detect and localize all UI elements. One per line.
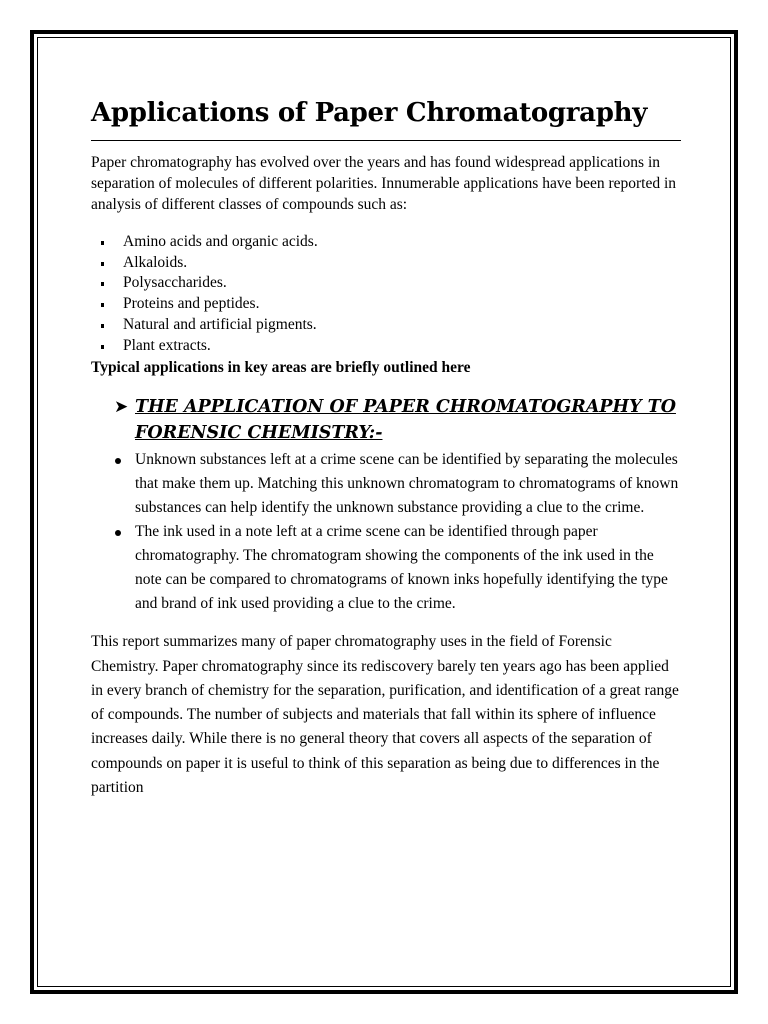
list-item	[91, 520, 681, 616]
list-item	[91, 232, 681, 253]
list-item-text: Amino acids and organic acids.	[123, 233, 318, 250]
list-item	[91, 448, 681, 520]
list-item	[91, 294, 681, 315]
list-item-text: Unknown substances left at a crime scene can be identified by separating the molecules that make them up. Matching this unknown chromatogram to chromatograms of known substances can help identify the unknown substance providing a clue to the crime.	[135, 451, 679, 517]
dot-bullet-icon	[115, 530, 121, 536]
list-item	[91, 315, 681, 336]
square-bullet-icon	[101, 303, 104, 307]
list-item-text: Polysaccharides.	[123, 274, 227, 292]
arrow-bullet-icon: ➤	[114, 397, 129, 418]
title-divider	[91, 140, 681, 141]
list-item	[91, 336, 681, 357]
outro-paragraph: This report summarizes many of paper chromatography uses in the field of Forensic Chemistry. Paper chromatography since its rediscovery barely ten years ago has been applied in every branch of chemistry for the separation, purification, and identification of a great range of compounds. The number of subjects and materials that fall within its sphere of influence increases daily. While there is no general theory that covers all aspects of the separation of compounds on paper it is useful to think of this separation as being due to differences in the partition	[91, 633, 679, 796]
document-body	[91, 92, 681, 800]
forensic-section-heading	[91, 394, 681, 446]
list-item-text: Alkaloids.	[123, 253, 188, 271]
key-areas-line: Typical applications in key areas are briefly outlined here	[91, 359, 471, 377]
list-item	[91, 253, 681, 274]
compound-class-list	[91, 232, 681, 356]
list-item-text: Proteins and peptides.	[123, 295, 260, 313]
square-bullet-icon	[101, 262, 104, 266]
square-bullet-icon	[101, 282, 104, 286]
section-heading-text: THE APPLICATION OF PAPER CHROMATOGRAPHY TO FORENSIC CHEMISTRY:-	[135, 397, 676, 444]
forensic-points-list	[91, 448, 681, 616]
list-item-text: Natural and artificial pigments.	[123, 315, 317, 333]
intro-paragraph: Paper chromatography has evolved over the years and has found widespread applications in separation of molecules of different polarities. Innumerable applications have been reported in analysis of different classes of compounds such as:	[91, 154, 677, 213]
list-item-text: Plant extracts.	[123, 336, 211, 354]
square-bullet-icon	[101, 345, 104, 349]
list-item-text: The ink used in a note left at a crime scene can be identified through paper chromatography. The chromatogram showing the components of the ink used in the note can be compared to chromatograms of known inks hopefully identifying the type and brand of ink used providing a clue to the crime.	[135, 523, 668, 613]
square-bullet-icon	[101, 241, 104, 245]
square-bullet-icon	[101, 324, 104, 328]
dot-bullet-icon	[115, 458, 121, 464]
list-item	[91, 273, 681, 294]
document-title: Applications of Paper Chromatography	[91, 98, 647, 128]
